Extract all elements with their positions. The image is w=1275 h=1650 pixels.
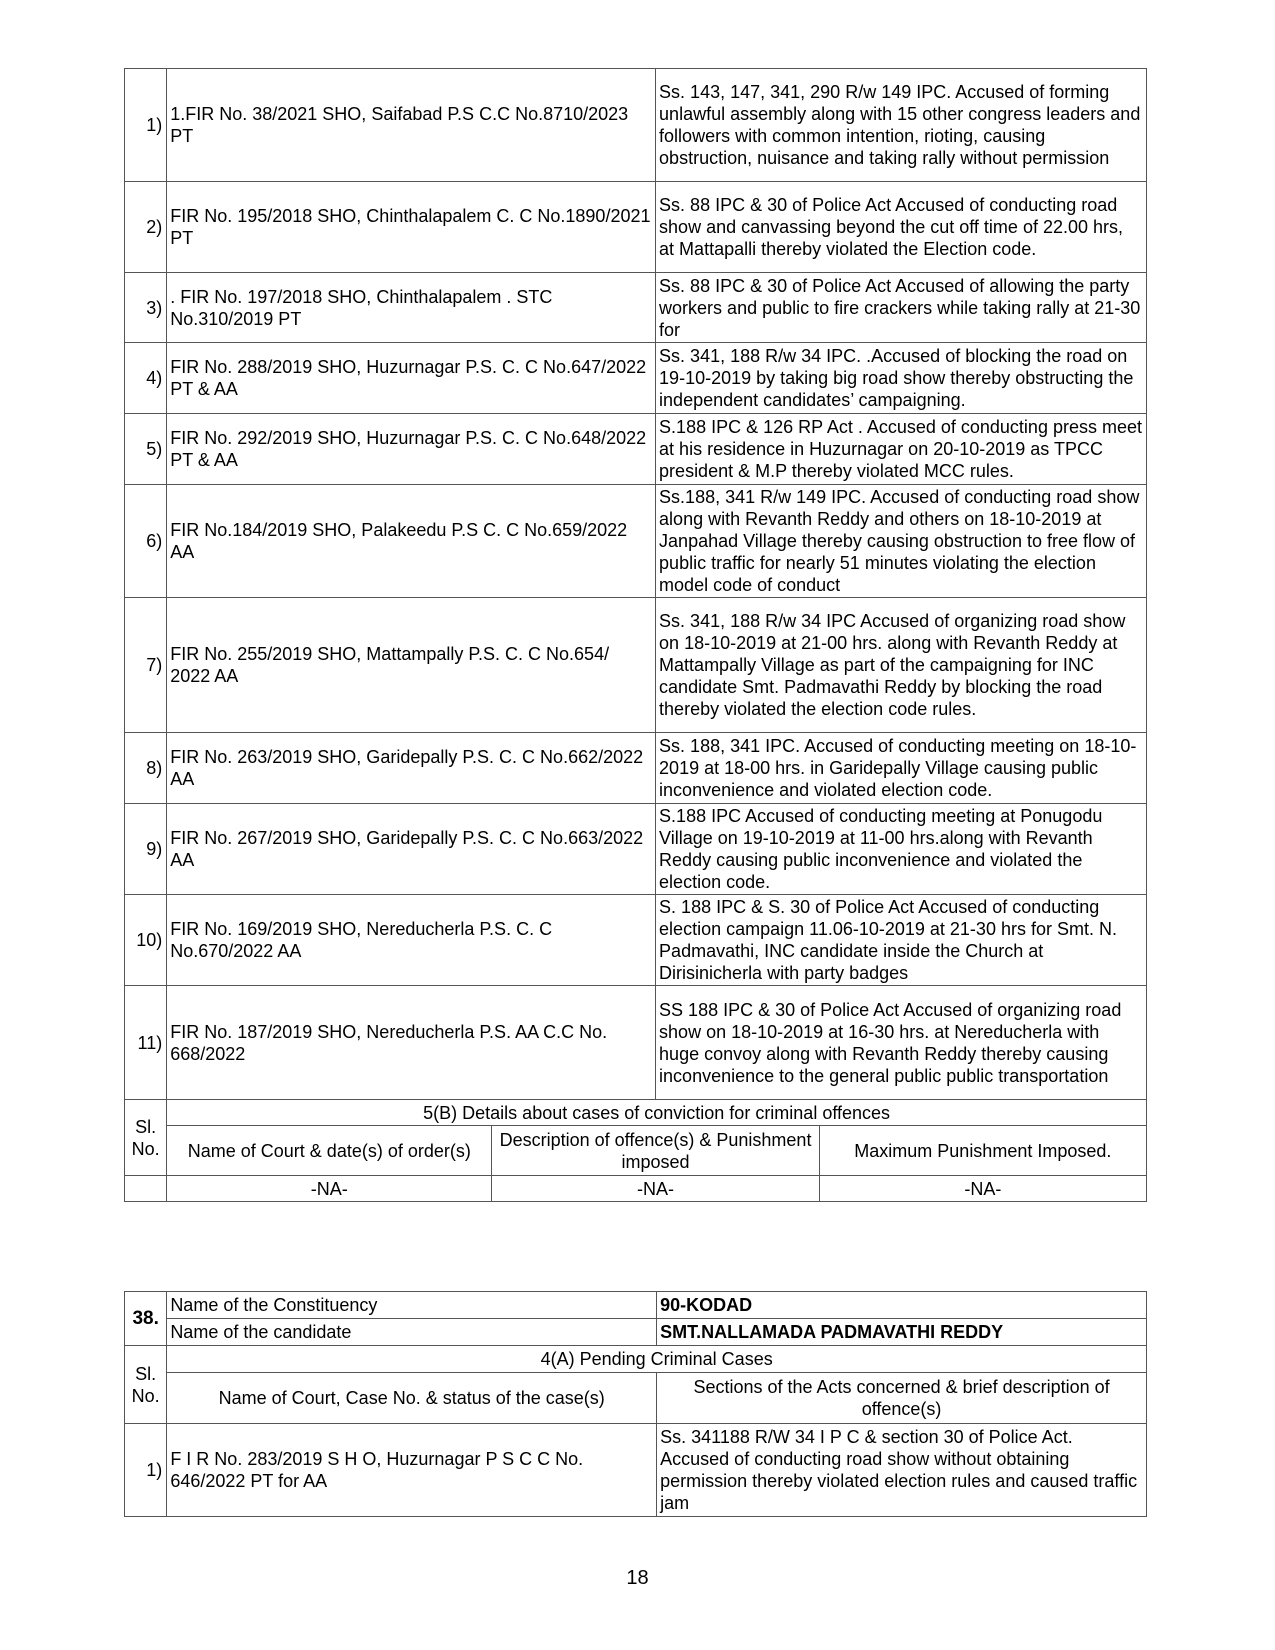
column-header-court: Name of Court & date(s) of order(s) — [167, 1126, 492, 1176]
serial-number: 5) — [125, 414, 167, 485]
serial-number: 10) — [125, 895, 167, 986]
conviction-section-row — [125, 1100, 1147, 1126]
table-row — [125, 182, 1147, 273]
sl-no-header: Sl. No. — [125, 1100, 167, 1176]
serial-number: 7) — [125, 598, 167, 733]
table-row — [125, 598, 1147, 733]
case-details: FIR No. 288/2019 SHO, Huzurnagar P.S. C. C No.647/2022 PT & AA — [167, 343, 656, 414]
constituency-row — [125, 1292, 1147, 1319]
candidate-serial: 38. — [125, 1292, 167, 1346]
case-details: 1.FIR No. 38/2021 SHO, Saifabad P.S C.C No.8710/2023 PT — [167, 69, 656, 182]
candidate-name-row — [125, 1319, 1147, 1346]
offence-description: Ss. 341, 188 R/w 34 IPC. .Accused of blocking the road on 19-10-2019 by taking big road show thereby obstructing the independent candidates’ campaigning. — [656, 343, 1147, 414]
table-row — [125, 804, 1147, 895]
offence-description: Ss. 143, 147, 341, 290 R/w 149 IPC. Accused of forming unlawful assembly along with 15 other congress leaders and followers with common intention, rioting, causing obstruction, nuisance and taking rally without permission — [656, 69, 1147, 182]
offence-description: SS 188 IPC & 30 of Police Act Accused of organizing road show on 18-10-2019 at 16-30 hrs. at Nereducherla with huge convoy along with Revanth Reddy thereby causing inconvenience to the general public public transportation — [656, 986, 1147, 1100]
candidate-body — [125, 1292, 1147, 1517]
serial-number: 1) — [125, 1424, 167, 1517]
table-row — [125, 414, 1147, 485]
serial-number: 9) — [125, 804, 167, 895]
serial-number: 4) — [125, 343, 167, 414]
serial-number: 6) — [125, 485, 167, 598]
sl-no-header: Sl. No. — [125, 1346, 167, 1424]
conviction-header-row — [125, 1126, 1147, 1176]
candidate-table — [124, 1291, 1147, 1517]
serial-number: 8) — [125, 733, 167, 804]
table-row — [125, 895, 1147, 986]
pending-section-title: 4(A) Pending Criminal Cases — [167, 1346, 1147, 1373]
case-details: FIR No. 263/2019 SHO, Garidepally P.S. C. C No.662/2022 AA — [167, 733, 656, 804]
case-details: FIR No. 292/2019 SHO, Huzurnagar P.S. C. C No.648/2022 PT & AA — [167, 414, 656, 485]
table-row — [125, 1424, 1147, 1517]
pending-section-row — [125, 1346, 1147, 1373]
column-header-court: Name of Court, Case No. & status of the case(s) — [167, 1373, 657, 1424]
empty-cell — [125, 1176, 167, 1202]
offence-description: Ss.188, 341 R/w 149 IPC. Accused of conducting road show along with Revanth Reddy and others on 18-10-2019 at Janpahad Village thereby causing obstruction to free flow of public traffic for nearly 51 minutes violating the election model code of conduct — [656, 485, 1147, 598]
serial-number: 1) — [125, 69, 167, 182]
serial-number: 3) — [125, 273, 167, 343]
offence-description: Ss. 88 IPC & 30 of Police Act Accused of allowing the party workers and public to fire crackers while taking rally at 21-30 for — [656, 273, 1147, 343]
candidate-label: Name of the candidate — [167, 1319, 657, 1346]
case-details: FIR No.184/2019 SHO, Palakeedu P.S C. C No.659/2022 AA — [167, 485, 656, 598]
serial-number: 11) — [125, 986, 167, 1100]
offence-description: Ss. 188, 341 IPC. Accused of conducting meeting on 18-10-2019 at 18-00 hrs. in Garidepally Village causing public inconvenience and violated election code. — [656, 733, 1147, 804]
offence-description: Ss. 88 IPC & 30 of Police Act Accused of conducting road show and canvassing beyond the cut off time of 22.00 hrs, at Mattapalli thereby violated the Election code. — [656, 182, 1147, 273]
column-header-punishment: Maximum Punishment Imposed. — [819, 1126, 1146, 1176]
table-row — [125, 733, 1147, 804]
offence-description: Ss. 341188 R/W 34 I P C & section 30 of Police Act. Accused of conducting road show without obtaining permission thereby violated election rules and caused traffic jam — [657, 1424, 1147, 1517]
case-details: FIR No. 255/2019 SHO, Mattampally P.S. C. C No.654/ 2022 AA — [167, 598, 656, 733]
conviction-court-value: -NA- — [167, 1176, 492, 1202]
table-row — [125, 69, 1147, 182]
case-details: FIR No. 187/2019 SHO, Nereducherla P.S. AA C.C No. 668/2022 — [167, 986, 656, 1100]
conviction-section-title: 5(B) Details about cases of conviction for criminal offences — [167, 1100, 1147, 1126]
table-row — [125, 986, 1147, 1100]
constituency-value: 90-KODAD — [657, 1292, 1147, 1319]
offence-description: S. 188 IPC & S. 30 of Police Act Accused of conducting election campaign 11.06-10-2019 at 21-30 hrs for Smt. N. Padmavathi, INC candidate inside the Church at Dirisinicherla with party badges — [656, 895, 1147, 986]
column-header-description: Description of offence(s) & Punishment imposed — [492, 1126, 819, 1176]
case-details: . FIR No. 197/2018 SHO, Chinthalapalem . STC No.310/2019 PT — [167, 273, 656, 343]
case-details: FIR No. 169/2019 SHO, Nereducherla P.S. C. C No.670/2022 AA — [167, 895, 656, 986]
offence-description: Ss. 341, 188 R/w 34 IPC Accused of organizing road show on 18-10-2019 at 21-00 hrs. along with Revanth Reddy at Mattampally Village as part of the campaigning for INC candidate Smt. Padmavathi Reddy by blocking the road thereby violated the election code rules. — [656, 598, 1147, 733]
table-row — [125, 343, 1147, 414]
pending-cases-body — [125, 69, 1147, 1202]
conviction-punishment-value: -NA- — [819, 1176, 1146, 1202]
table-row — [125, 1176, 1147, 1202]
constituency-label: Name of the Constituency — [167, 1292, 657, 1319]
offence-description: S.188 IPC Accused of conducting meeting at Ponugodu Village on 19-10-2019 at 11-00 hrs.along with Revanth Reddy causing public inconvenience and violated the election code. — [656, 804, 1147, 895]
table-row — [125, 485, 1147, 598]
column-header-sections: Sections of the Acts concerned & brief description of offence(s) — [657, 1373, 1147, 1424]
pending-header-row — [125, 1373, 1147, 1424]
case-details: FIR No. 267/2019 SHO, Garidepally P.S. C. C No.663/2022 AA — [167, 804, 656, 895]
page-number: 18 — [626, 1567, 649, 1589]
table-row — [125, 273, 1147, 343]
case-details: F I R No. 283/2019 S H O, Huzurnagar P S C C No. 646/2022 PT for AA — [167, 1424, 657, 1517]
case-details: FIR No. 195/2018 SHO, Chinthalapalem C. C No.1890/2021 PT — [167, 182, 656, 273]
candidate-value: SMT.NALLAMADA PADMAVATHI REDDY — [657, 1319, 1147, 1346]
pending-cases-table — [124, 68, 1147, 1202]
conviction-description-value: -NA- — [492, 1176, 819, 1202]
offence-description: S.188 IPC & 126 RP Act . Accused of conducting press meet at his residence in Huzurnagar on 20-10-2019 as TPCC president & M.P thereby violated MCC rules. — [656, 414, 1147, 485]
serial-number: 2) — [125, 182, 167, 273]
